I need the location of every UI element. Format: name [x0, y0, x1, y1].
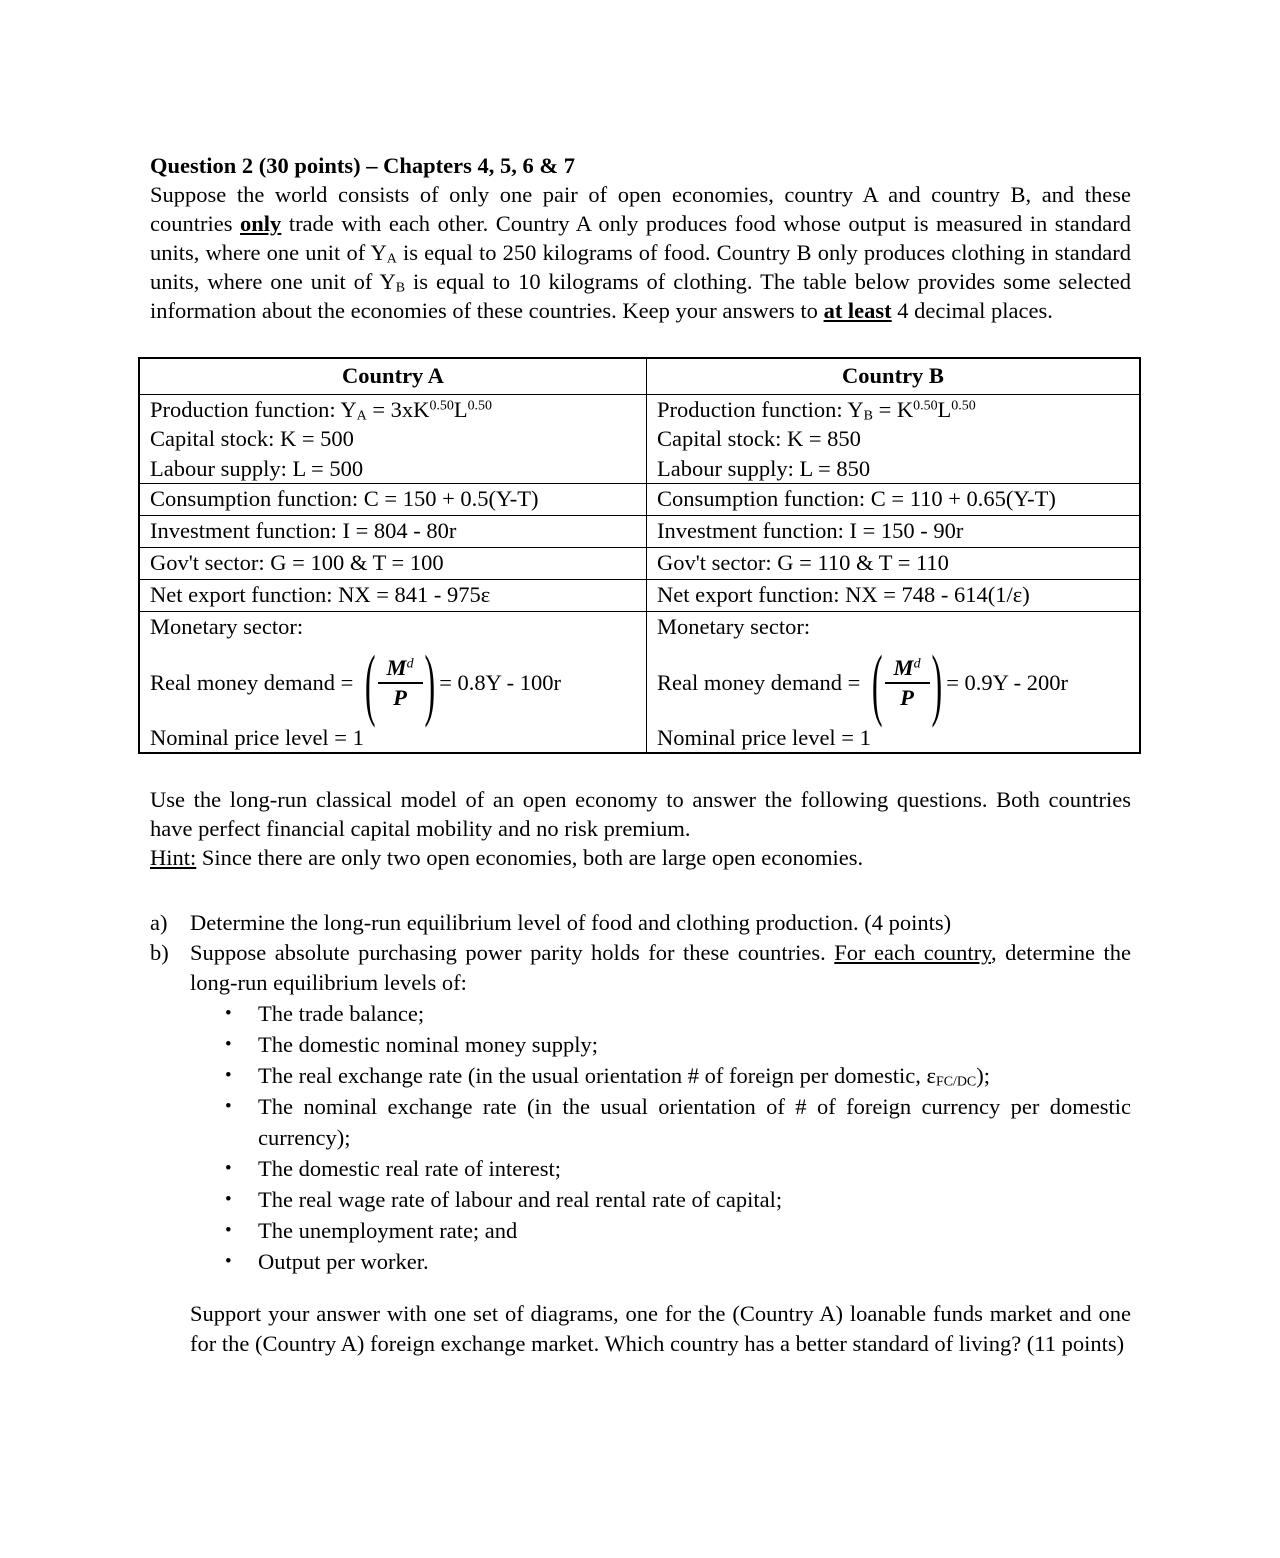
monetary-sector-label-a: Monetary sector: [150, 614, 304, 639]
consumption-function-b: Consumption function: C = 110 + 0.65(Y-T) [647, 484, 1141, 516]
table-row-netexport [139, 580, 1140, 612]
price-level-a: Nominal price level = 1 [150, 724, 364, 750]
intro-text-5: 4 decimal places. [891, 298, 1053, 323]
bullet-output-per-worker: • Output per worker. [150, 1246, 1131, 1277]
investment-function-b: Investment function: I = 150 - 90r [647, 516, 1141, 548]
bullet-icon: • [225, 1189, 232, 1210]
govt-sector-a: Gov't sector: G = 100 & T = 100 [139, 548, 647, 580]
cell-b-production-block [647, 394, 1141, 484]
table-row-production [139, 394, 1140, 484]
net-export-function-b: Net export function: NX = 748 - 614(1/ε) [647, 580, 1141, 612]
table-row-investment [139, 516, 1140, 548]
intro-text-4: is equal to 10 kilograms of clothing. The table below provides some selected information about the economies of these countries. Keep your answers to [150, 269, 1131, 323]
hint-label: Hint: [150, 845, 197, 870]
monetary-sector-b [647, 612, 1141, 754]
question-b-text: Suppose absolute purchasing power parity holds for these countries. For each country, determine the long-run equilibrium levels of: [190, 940, 1131, 995]
bullet-trade-balance: • The trade balance; [150, 998, 1131, 1029]
hint-line [150, 843, 1131, 872]
only-emphasis: only [240, 211, 282, 236]
left-paren: ( [364, 637, 376, 728]
closing-paragraph: Support your answer with one set of diagrams, one for the (Country A) loanable funds market and one for the (Country A) foreign exchange market. Which country has a better standard of living? (11 points) [190, 1301, 1131, 1356]
intro-text-2: trade with each other. Country A only produces food whose output is measured in standard units, where one unit of Y [150, 211, 1131, 265]
right-paren: ) [931, 637, 943, 728]
question-b [150, 938, 1131, 998]
question-a-label: a) [150, 910, 168, 935]
bullet-real-exchange-rate: • The real exchange rate (in the usual orientation # of foreign per domestic, $\varepsilon_{FC/DC}$); [150, 1060, 1131, 1091]
production-function-b: Production function: $Y_B = K^{0.50}L^{0.50}$ [657, 396, 976, 423]
table-row-govt [139, 548, 1140, 580]
bullet-unemployment-rate: • The unemployment rate; and [150, 1215, 1131, 1246]
bullet-icon: • [225, 1158, 232, 1179]
bullet-icon: • [225, 1220, 232, 1241]
question-a-text: Determine the long-run equilibrium level of food and clothing production. (4 points) [190, 910, 952, 935]
bullet-wage-rental-rate: • The real wage rate of labour and real rental rate of capital; [150, 1184, 1131, 1215]
intro-text-3: is equal to 250 kilograms of food. Country B only produces clothing in standard units, where one unit of Y [150, 240, 1132, 294]
bullet-money-supply: • The domestic nominal money supply; [150, 1029, 1131, 1060]
bullet-icon: • [225, 1096, 232, 1117]
bullet-icon: • [225, 1034, 232, 1055]
labour-supply-a: Labour supply: L = 500 [150, 455, 364, 481]
question-title: Question 2 (30 points) – Chapters 4, 5, 6 & 7 [150, 153, 576, 178]
capital-stock-a: Capital stock: K = 500 [150, 426, 354, 451]
for-each-country-emphasis: For each country [834, 940, 991, 965]
bullet-icon: • [225, 1065, 232, 1086]
money-demand-fraction-a: $\frac{M^d}{P}$ [378, 655, 423, 711]
right-paren: ) [424, 637, 436, 728]
bullet-icon: • [225, 1003, 232, 1024]
question-a [150, 908, 1131, 938]
y-b-subscript: B [395, 280, 406, 296]
document-page [150, 151, 1131, 1359]
economies-table [138, 357, 1141, 754]
instructions-paragraph: Use the long-run classical model of an open economy to answer the following questions. Both countries have perfect financial capital mobility and no risk premium. [150, 787, 1131, 841]
labour-supply-b: Labour supply: L = 850 [657, 455, 871, 481]
investment-function-a: Investment function: I = 804 - 80r [139, 516, 647, 548]
monetary-sector-a [139, 612, 647, 754]
capital-stock-b: Capital stock: K = 850 [657, 426, 861, 451]
real-money-demand-equation-b: Real money demand = ( $\frac{M^d}{P}$ ) = 0.9Y - 200r [657, 637, 1069, 728]
intro-text-1: Suppose the world consists of only one pair of open economies, country A and country B, and these countries [150, 182, 1131, 236]
real-money-demand-equation-a: Real money demand = ( $\frac{M^d}{P}$ ) = 0.8Y - 100r [150, 637, 562, 728]
epsilon-subscript: FC/DC [935, 1074, 977, 1090]
table-row-monetary [139, 612, 1140, 754]
country-b-header: Country B [647, 358, 1141, 394]
monetary-sector-label-b: Monetary sector: [657, 614, 811, 639]
price-level-b: Nominal price level = 1 [657, 724, 871, 750]
cell-a-production-block [139, 394, 647, 484]
left-paren: ( [871, 637, 883, 728]
question-b-label: b) [150, 940, 169, 965]
bullet-icon: • [225, 1251, 232, 1272]
hint-text: Since there are only two open economies, both are large open economies. [196, 845, 864, 870]
table-header-row [139, 358, 1140, 394]
y-a-subscript: A [386, 251, 397, 267]
bullet-real-interest-rate: • The domestic real rate of interest; [150, 1153, 1131, 1184]
country-a-header: Country A [139, 358, 647, 394]
at-least-emphasis: at least [823, 298, 892, 323]
intro-paragraph [150, 180, 1131, 325]
table-row-consumption [139, 484, 1140, 516]
govt-sector-b: Gov't sector: G = 110 & T = 110 [647, 548, 1141, 580]
production-function-a: Production function: $Y_A = 3xK^{0.50}L^{0.50}$ [150, 396, 492, 423]
question-list [150, 908, 1131, 1359]
net-export-function-a: Net export function: NX = 841 - 975ε [139, 580, 647, 612]
money-demand-fraction-b: $\frac{M^d}{P}$ [885, 655, 930, 711]
consumption-function-a: Consumption function: C = 150 + 0.5(Y-T) [139, 484, 647, 516]
bullet-nominal-exchange-rate: • The nominal exchange rate (in the usual orientation of # of foreign currency per domestic currency); [150, 1091, 1131, 1153]
